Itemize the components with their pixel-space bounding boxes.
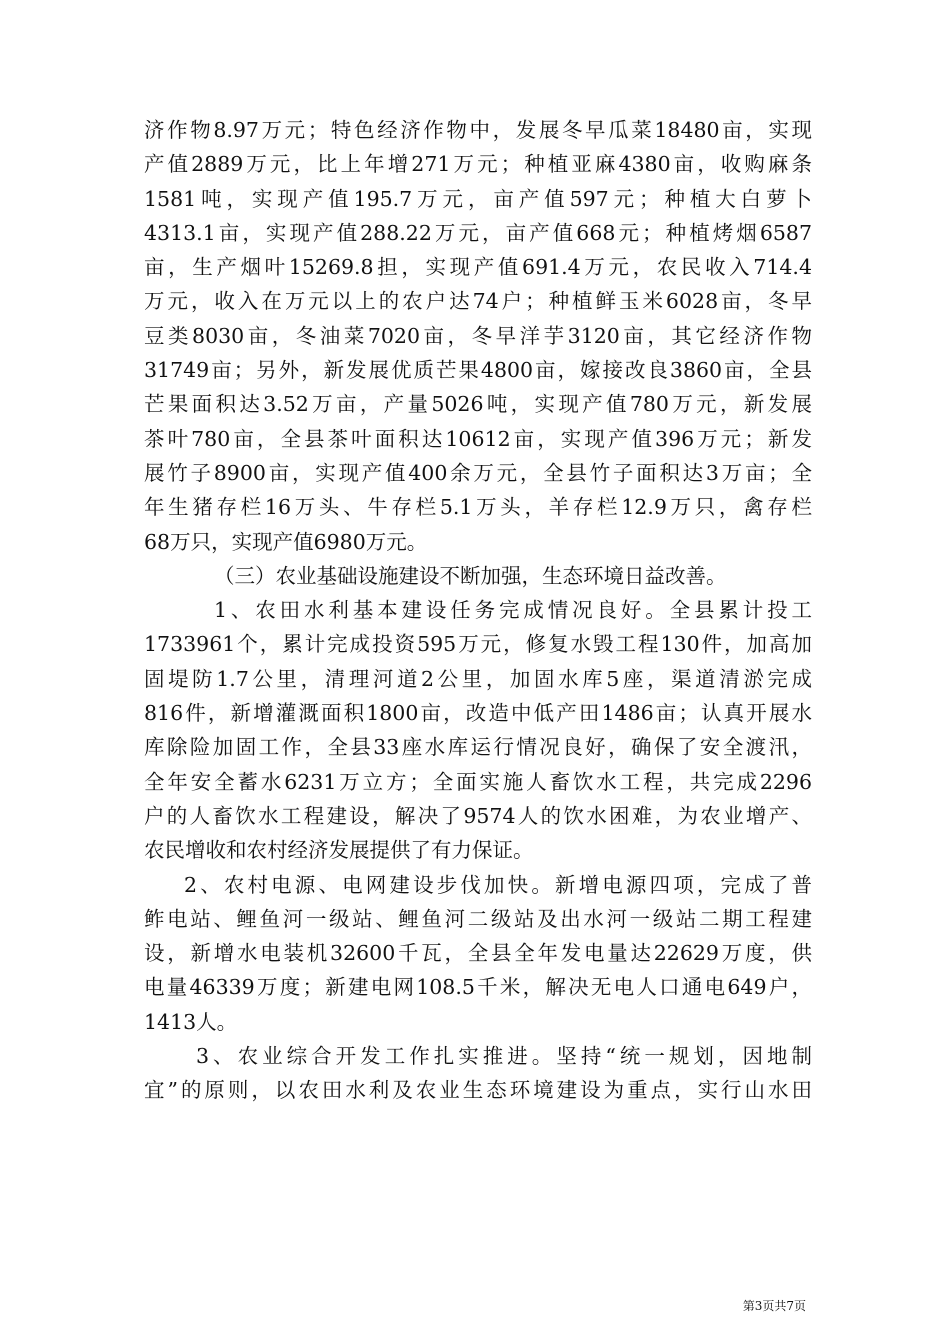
page-number: 第3页共7页 [742, 1299, 806, 1313]
document-body [144, 113, 812, 1108]
section-heading: （三）农业基础设施建设不断加强，生态环境日益改善。 [214, 563, 727, 588]
body-line: 31749亩；另外，新发展优质芒果4800亩，嫁接改良3860亩，全县 [144, 358, 812, 383]
body-line: 宜”的原则，以农田水利及农业生态环境建设为重点，实行山水田 [144, 1078, 812, 1103]
body-line: 68万只，实现产值6980万元。 [144, 529, 428, 554]
body-line: 亩，生产烟叶15269.8担，实现产值691.4万元，农民收入714.4 [144, 255, 812, 280]
body-line: 1413人。 [144, 1009, 238, 1034]
body-line: 2、农村电源、电网建设步伐加快。新增电源四项，完成了普 [184, 872, 812, 897]
body-line: 展竹子8900亩，实现产值400余万元，全县竹子面积达3万亩；全 [144, 460, 812, 485]
body-line: 3、农业综合开发工作扎实推进。坚持“统一规划，因地制 [196, 1044, 812, 1069]
body-line: 鲊电站、鲤鱼河一级站、鲤鱼河二级站及出水河一级站二期工程建 [144, 906, 812, 931]
body-line: 豆类8030亩，冬油菜7020亩，冬早洋芋3120亩，其它经济作物 [144, 323, 812, 348]
body-line: 816件，新增灌溉面积1800亩，改造中低产田1486亩；认真开展水 [144, 701, 812, 726]
body-line: 电量46339万度；新建电网108.5千米，解决无电人口通电649户， [144, 975, 812, 1000]
body-line: 芒果面积达3.52万亩，产量5026吨，实现产值780万元，新发展 [144, 392, 812, 417]
body-line: 1581吨，实现产值195.7万元，亩产值597元；种植大白萝卜 [144, 186, 812, 211]
body-line: 全年安全蓄水6231万立方；全面实施人畜饮水工程，共完成2296 [144, 769, 812, 794]
body-line: 1、农田水利基本建设任务完成情况良好。全县累计投工 [214, 598, 812, 623]
body-line: 4313.1亩，实现产值288.22万元，亩产值668元；种植烤烟6587 [144, 220, 812, 245]
body-line: 茶叶780亩，全县茶叶面积达10612亩，实现产值396万元；新发 [144, 426, 812, 451]
body-line: 产值2889万元，比上年增271万元；种植亚麻4380亩，收购麻条 [144, 152, 812, 177]
body-line: 年生猪存栏16万头、牛存栏5.1万头，羊存栏12.9万只，禽存栏 [144, 495, 812, 520]
body-line: 济作物8.97万元；特色经济作物中，发展冬早瓜菜18480亩，实现 [144, 118, 812, 142]
body-line: 万元，收入在万元以上的农户达74户；种植鲜玉米6028亩，冬早 [144, 289, 812, 314]
body-line: 农民增收和农村经济发展提供了有力保证。 [144, 838, 534, 863]
body-line: 固堤防1.7公里，清理河道2公里，加固水库5座，渠道清淤完成 [144, 666, 812, 691]
body-line: 设，新增水电装机32600千瓦，全县全年发电量达22629万度，供 [144, 941, 812, 966]
body-line: 库除险加固工作，全县33座水库运行情况良好，确保了安全渡汛， [144, 735, 812, 760]
body-line: 户的人畜饮水工程建设，解决了9574人的饮水困难，为农业增产、 [144, 803, 812, 828]
body-line: 1733961个，累计完成投资595万元，修复水毁工程130件，加高加 [144, 632, 812, 657]
